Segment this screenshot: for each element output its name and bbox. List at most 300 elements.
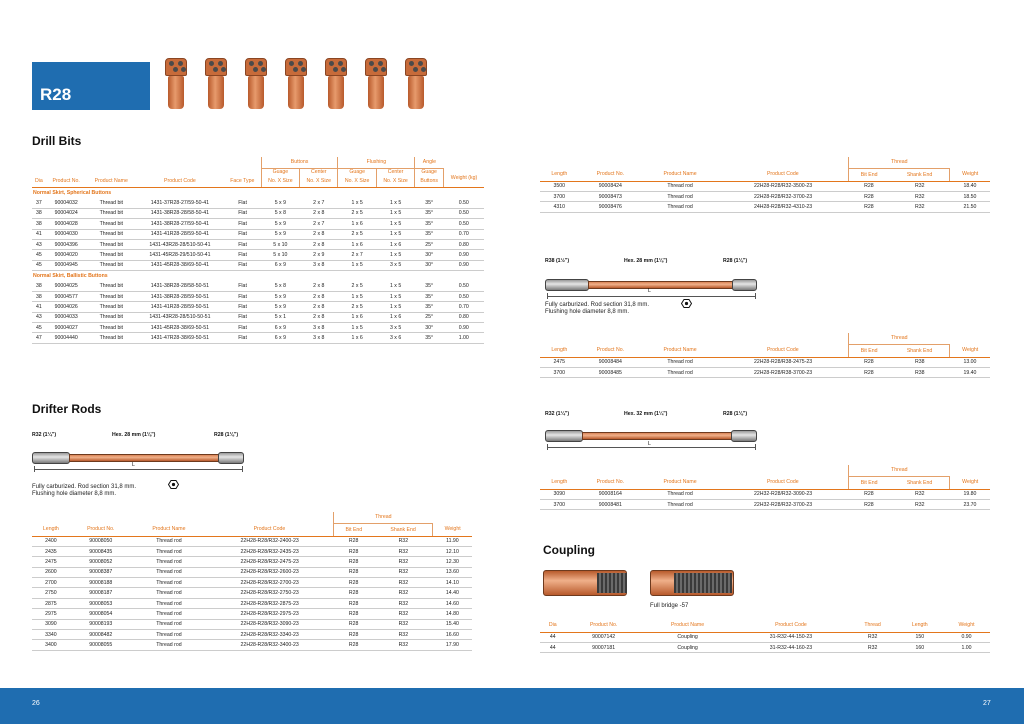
drifter-rod-r38-image — [545, 279, 757, 291]
table-cell: 0.90 — [943, 632, 990, 642]
col-sub: Center — [376, 168, 414, 175]
length-label: L — [648, 288, 651, 294]
table-row — [32, 640, 472, 650]
coupling-heading: Coupling — [543, 543, 595, 557]
drifter-rods-heading: Drifter Rods — [32, 402, 102, 416]
table-cell: 1 x 6 — [376, 239, 414, 249]
col-header: Product Code — [718, 476, 848, 489]
table-cell: 2 x 8 — [300, 302, 338, 312]
table-cell: 90008054 — [70, 609, 132, 619]
table-cell: 5 x 9 — [261, 302, 299, 312]
col-header: Bit End — [848, 168, 890, 181]
table-row — [540, 191, 990, 201]
col-header: Shank End — [890, 344, 950, 357]
table-cell: 1.00 — [943, 642, 990, 652]
table-cell: R32 — [374, 598, 433, 608]
table-cell: 1 x 5 — [376, 219, 414, 229]
table-cell: 90007142 — [565, 632, 641, 642]
table-row — [32, 609, 472, 619]
rod-left-thread-label: R38 (1½") — [545, 258, 570, 264]
table-cell: Flat — [224, 312, 261, 322]
table-cell: 35° — [415, 198, 444, 208]
col-header: Product Name — [642, 168, 718, 181]
table-cell: R38 — [890, 367, 950, 377]
flushing-group-header: Flushing — [338, 157, 415, 168]
table-cell: R28 — [848, 191, 890, 201]
table-cell: 19.80 — [950, 489, 990, 499]
table-section-title: Normal Skirt, Ballistic Buttons — [33, 273, 108, 280]
table-cell: 35° — [415, 291, 444, 301]
table-cell: Flat — [224, 291, 261, 301]
table-cell: 5 x 10 — [261, 239, 299, 249]
rod-note-line: Flushing hole diameter 8,8 mm. — [32, 491, 117, 498]
coupling-full-bridge-image — [650, 570, 734, 596]
col-header: Length — [540, 168, 579, 181]
table-cell: 2 x 8 — [300, 312, 338, 322]
table-cell: 90004024 — [46, 208, 87, 218]
table-cell: 2875 — [32, 598, 70, 608]
table-cell: Thread bit — [87, 291, 136, 301]
rod-note-line: Fully carburized. Rod section 31,8 mm. — [32, 484, 137, 490]
col-header: Product No. — [46, 175, 87, 188]
table-cell: 90008050 — [70, 536, 132, 546]
table-cell: 41 — [32, 302, 46, 312]
table-cell: R32 — [374, 567, 433, 577]
table-cell: 90004033 — [46, 312, 87, 322]
col-sub: Guage — [338, 168, 376, 175]
table-cell: R28 — [848, 202, 890, 212]
table-row — [32, 536, 472, 546]
col-header: Length — [897, 619, 943, 632]
drill-bit-image — [405, 58, 427, 110]
table-cell: R32 — [374, 640, 433, 650]
table-cell: 31-R32-44-150-23 — [733, 632, 848, 642]
col-header: Product Name — [642, 344, 718, 357]
col-header-weight: Weight (kg) — [444, 168, 484, 188]
hex-section-icon — [681, 299, 692, 308]
table-cell: 15.40 — [433, 619, 472, 629]
length-label: L — [648, 441, 651, 447]
table-cell: 2 x 5 — [338, 302, 376, 312]
table-cell: 5 x 9 — [261, 198, 299, 208]
table-cell: Thread rod — [642, 489, 718, 499]
table-cell: Thread bit — [87, 198, 136, 208]
table-cell: Thread rod — [132, 609, 206, 619]
table-cell: 38 — [32, 281, 46, 291]
rod-note — [32, 484, 136, 499]
table-cell: 90004028 — [46, 219, 87, 229]
col-header: Bit End — [848, 344, 890, 357]
table-cell: 22H28-R28/R32-3500-23 — [718, 181, 848, 191]
table-cell: 90004025 — [46, 281, 87, 291]
table-cell: 0.90 — [444, 250, 484, 260]
table-cell: 22H32-R28/R32-3700-23 — [718, 499, 848, 509]
rod-right-thread-label: R28 (1⅛") — [214, 432, 239, 438]
table-cell: 35° — [415, 219, 444, 229]
table-cell: R32 — [374, 557, 433, 567]
table-cell: 1 x 5 — [376, 208, 414, 218]
table-cell: 38 — [32, 219, 46, 229]
table-cell: 1 x 5 — [338, 323, 376, 333]
table-cell: 0.50 — [444, 208, 484, 218]
col-header: Product Code — [206, 523, 333, 536]
table-cell: 2 x 5 — [338, 281, 376, 291]
table-cell: Thread rod — [132, 557, 206, 567]
rod-r38-table — [540, 333, 990, 378]
table-cell: Flat — [224, 208, 261, 218]
thread-group-header: Thread — [848, 333, 950, 344]
table-cell: 1431-45R28-38/69-50-41 — [136, 260, 224, 270]
col-header: Product Name — [87, 175, 136, 188]
table-cell: Flat — [224, 323, 261, 333]
drifter-rod-h32-image — [545, 430, 757, 442]
table-cell: Coupling — [642, 632, 733, 642]
col-header: Product Code — [733, 619, 848, 632]
table-cell: 38 — [32, 291, 46, 301]
table-row — [32, 323, 484, 333]
rod-h32-table — [540, 465, 990, 510]
table-cell: 1 x 5 — [376, 250, 414, 260]
table-cell: Thread rod — [132, 630, 206, 640]
table-cell: 2 x 8 — [300, 239, 338, 249]
table-cell: 22H28-R28/R32-2875-23 — [206, 598, 333, 608]
table-cell: R32 — [374, 619, 433, 629]
table-cell: 22H28-R28/R32-2600-23 — [206, 567, 333, 577]
drill-bit-image — [285, 58, 307, 110]
col-header: Shank End — [890, 168, 950, 181]
table-cell: 2 x 8 — [300, 208, 338, 218]
table-cell: R28 — [333, 578, 374, 588]
table-cell: 3700 — [540, 499, 579, 509]
table-cell: 5 x 9 — [261, 219, 299, 229]
table-cell: Thread rod — [132, 546, 206, 556]
col-header: Dia — [540, 619, 565, 632]
table-cell: 22H28-R28/R38-2475-23 — [718, 357, 848, 367]
table-cell: 90008476 — [579, 202, 642, 212]
table-section-row — [32, 271, 484, 281]
table-cell: 3 x 5 — [376, 323, 414, 333]
table-cell: 2 x 9 — [300, 250, 338, 260]
drill-bit-image — [325, 58, 347, 110]
table-cell: Flat — [224, 229, 261, 239]
table-cell: R28 — [333, 567, 374, 577]
table-cell: 22H28-R28/R32-2475-23 — [206, 557, 333, 567]
table-row — [32, 588, 472, 598]
table-cell: 2435 — [32, 546, 70, 556]
col-header: Product No. — [565, 619, 641, 632]
table-cell: 14.10 — [433, 578, 472, 588]
table-cell: 3500 — [540, 181, 579, 191]
table-cell: 6 x 9 — [261, 260, 299, 270]
rod-right-thread-label: R28 (1⅛") — [723, 258, 748, 264]
table-row — [540, 499, 990, 509]
col-header: No. X Size — [261, 175, 299, 188]
table-cell: 47 — [32, 333, 46, 343]
table-cell: 1 x 6 — [376, 312, 414, 322]
table-cell: 0.80 — [444, 312, 484, 322]
table-cell: 1431-43R28-28/510-50-41 — [136, 239, 224, 249]
table-cell: Thread rod — [132, 536, 206, 546]
table-row — [32, 260, 484, 270]
table-row — [32, 219, 484, 229]
rod-note-line: Fully carburized. Rod section 31,8 mm. — [545, 302, 650, 308]
rod-note — [545, 302, 649, 317]
table-cell: 31-R32-44-160-23 — [733, 642, 848, 652]
hex-section-icon — [168, 480, 179, 489]
table-cell: 4310 — [540, 202, 579, 212]
col-header: Product Name — [642, 619, 733, 632]
rod-hex-label: Hex. 28 mm (1⅛") — [112, 432, 156, 438]
col-header: Thread — [849, 619, 897, 632]
table-cell: 38 — [32, 208, 46, 218]
drifter-rods-table — [32, 512, 472, 651]
table-row — [540, 367, 990, 377]
table-cell: 3 x 6 — [376, 333, 414, 343]
table-cell: R28 — [848, 357, 890, 367]
table-cell: 23.70 — [950, 499, 990, 509]
table-cell: Flat — [224, 239, 261, 249]
table-cell: Thread bit — [87, 302, 136, 312]
table-cell: R32 — [890, 191, 950, 201]
table-row — [540, 632, 990, 642]
table-cell: 1 x 5 — [376, 281, 414, 291]
rod-note-line: Flushing hole diameter 8,8 mm. — [545, 309, 630, 316]
table-cell: 22H28-R28/R32-3700-23 — [718, 191, 848, 201]
table-cell: 25° — [415, 239, 444, 249]
table-cell: R28 — [333, 619, 374, 629]
table-section-title: Normal Skirt, Spherical Buttons — [33, 189, 112, 196]
table-cell: R32 — [890, 181, 950, 191]
table-cell: R32 — [890, 499, 950, 509]
table-row — [540, 489, 990, 499]
table-cell: 2475 — [32, 557, 70, 567]
col-header: Product No. — [579, 168, 642, 181]
table-cell: 17.90 — [433, 640, 472, 650]
table-cell: 5 x 1 — [261, 312, 299, 322]
table-row — [32, 302, 484, 312]
table-cell: 43 — [32, 239, 46, 249]
table-cell: Thread bit — [87, 323, 136, 333]
rod-left-thread-label: R32 (1¼") — [545, 411, 570, 417]
table-cell: 19.40 — [950, 367, 990, 377]
table-cell: 5 x 9 — [261, 229, 299, 239]
table-cell: 1 x 5 — [338, 198, 376, 208]
table-cell: 3090 — [540, 489, 579, 499]
table-cell: 3 x 8 — [300, 333, 338, 343]
table-cell: 0.70 — [444, 229, 484, 239]
table-cell: 0.90 — [444, 260, 484, 270]
col-header: Length — [540, 344, 579, 357]
col-sub: Guage — [261, 168, 299, 175]
section-tab-label: R28 — [40, 85, 72, 104]
col-header: Product Code — [718, 168, 848, 181]
table-cell: 1431-37R28-27/59-50-41 — [136, 198, 224, 208]
table-cell: R32 — [374, 536, 433, 546]
table-cell: Flat — [224, 333, 261, 343]
col-header: Product Name — [132, 523, 206, 536]
table-cell: 1.00 — [444, 333, 484, 343]
coupling-image — [543, 570, 627, 596]
table-row — [32, 578, 472, 588]
table-cell: 43 — [32, 312, 46, 322]
table-cell: 5 x 9 — [261, 291, 299, 301]
table-cell: 24H28-R28/R32-4310-23 — [718, 202, 848, 212]
table-cell: Thread bit — [87, 208, 136, 218]
table-cell: 30° — [415, 260, 444, 270]
table-cell: 90004945 — [46, 260, 87, 270]
table-row — [32, 630, 472, 640]
thread-group-header: Thread — [848, 465, 950, 476]
table-cell: 22H28-R28/R32-2975-23 — [206, 609, 333, 619]
table-cell: R32 — [849, 632, 897, 642]
col-header: Bit End — [848, 476, 890, 489]
table-cell: R28 — [333, 640, 374, 650]
table-cell: 13.60 — [433, 567, 472, 577]
table-cell: R32 — [374, 609, 433, 619]
drill-bit-images — [165, 58, 427, 110]
table-cell: 6 x 9 — [261, 323, 299, 333]
table-cell: Thread bit — [87, 260, 136, 270]
table-cell: 1431-47R28-38/69-50-51 — [136, 333, 224, 343]
col-header: Shank End — [374, 523, 433, 536]
table-cell: 44 — [540, 642, 565, 652]
table-cell: 3400 — [32, 640, 70, 650]
table-cell: Thread rod — [642, 202, 718, 212]
table-cell: Flat — [224, 302, 261, 312]
table-cell: 2 x 7 — [338, 250, 376, 260]
table-cell: R28 — [848, 181, 890, 191]
col-header: Weight — [943, 619, 990, 632]
table-cell: 45 — [32, 250, 46, 260]
table-cell: 1 x 5 — [376, 291, 414, 301]
table-cell: 1431-38R28-28/58-50-51 — [136, 281, 224, 291]
table-cell: 90008481 — [579, 499, 642, 509]
table-cell: R32 — [890, 489, 950, 499]
table-row — [32, 239, 484, 249]
drill-bits-heading: Drill Bits — [32, 134, 82, 148]
table-cell: 22H28-R28/R32-3090-23 — [206, 619, 333, 629]
table-cell: 30° — [415, 250, 444, 260]
table-cell: 1431-41R28-28/59-50-51 — [136, 302, 224, 312]
table-row — [540, 357, 990, 367]
table-cell: 2 x 5 — [338, 208, 376, 218]
coupling-table — [540, 619, 990, 653]
table-row — [32, 198, 484, 208]
table-row — [32, 567, 472, 577]
rod-hex-label: Hex. 28 mm (1⅛") — [624, 258, 668, 264]
table-cell: R32 — [374, 630, 433, 640]
rod-hex-label: Hex. 32 mm (1¼") — [624, 411, 668, 417]
table-cell: 2700 — [32, 578, 70, 588]
table-cell: R28 — [333, 536, 374, 546]
table-row — [32, 333, 484, 343]
table-cell: 2 x 8 — [300, 291, 338, 301]
table-cell: 41 — [32, 229, 46, 239]
table-cell: R28 — [333, 557, 374, 567]
table-cell: 22H28-R28/R32-3400-23 — [206, 640, 333, 650]
length-label: L — [132, 462, 135, 468]
table-row — [540, 181, 990, 191]
table-cell: 2475 — [540, 357, 579, 367]
table-cell: 37 — [32, 198, 46, 208]
table-cell: 3700 — [540, 191, 579, 201]
table-row — [32, 598, 472, 608]
table-cell: 90004030 — [46, 229, 87, 239]
table-cell: 22H28-R28/R32-2700-23 — [206, 578, 333, 588]
table-cell: 1431-38R28-27/59-50-41 — [136, 219, 224, 229]
table-cell: Thread rod — [132, 567, 206, 577]
table-cell: Thread bit — [87, 229, 136, 239]
table-cell: 2 x 7 — [300, 219, 338, 229]
table-cell: 90008484 — [579, 357, 642, 367]
table-cell: Thread bit — [87, 219, 136, 229]
col-header: Face Type — [224, 175, 261, 188]
table-cell: 90008193 — [70, 619, 132, 629]
table-cell: 90008187 — [70, 588, 132, 598]
table-cell: Thread bit — [87, 333, 136, 343]
table-cell: 0.90 — [444, 323, 484, 333]
col-header: Dia — [32, 175, 46, 188]
table-cell: 1 x 5 — [338, 291, 376, 301]
table-cell: 90008164 — [579, 489, 642, 499]
table-cell: 90008052 — [70, 557, 132, 567]
drill-bit-image — [245, 58, 267, 110]
table-cell: 14.60 — [433, 598, 472, 608]
table-cell: 90004396 — [46, 239, 87, 249]
table-cell: Thread bit — [87, 312, 136, 322]
rod-left-thread-label: R32 (1¼") — [32, 432, 57, 438]
table-cell: 90004032 — [46, 198, 87, 208]
table-cell: 22H28-R28/R38-3700-23 — [718, 367, 848, 377]
table-cell: R32 — [849, 642, 897, 652]
table-cell: 90008482 — [70, 630, 132, 640]
table-cell: Thread rod — [132, 598, 206, 608]
table-cell: 18.50 — [950, 191, 990, 201]
table-cell: 16.60 — [433, 630, 472, 640]
table-cell: R28 — [333, 546, 374, 556]
table-cell: 90008424 — [579, 181, 642, 191]
table-cell: 6 x 9 — [261, 333, 299, 343]
table-cell: R38 — [890, 357, 950, 367]
col-header: Product No. — [579, 476, 642, 489]
table-cell: 3 x 5 — [376, 260, 414, 270]
table-cell: R28 — [848, 499, 890, 509]
table-cell: 2975 — [32, 609, 70, 619]
table-cell: 90004440 — [46, 333, 87, 343]
table-cell: 35° — [415, 333, 444, 343]
table-cell: 22H28-R28/R32-2435-23 — [206, 546, 333, 556]
col-header: Product Code — [136, 175, 224, 188]
table-cell: 22H28-R28/R32-2750-23 — [206, 588, 333, 598]
table-cell: Thread rod — [642, 357, 718, 367]
table-cell: Flat — [224, 198, 261, 208]
table-cell: 1 x 6 — [338, 333, 376, 343]
table-cell: 2 x 8 — [300, 281, 338, 291]
drill-bit-image — [165, 58, 187, 110]
table-cell: 25° — [415, 312, 444, 322]
table-cell: 1 x 5 — [376, 229, 414, 239]
col-header: Product Name — [642, 476, 718, 489]
table-cell: 0.50 — [444, 198, 484, 208]
drill-bits-table — [32, 157, 484, 344]
table-cell: Thread bit — [87, 281, 136, 291]
angle-group-header: Angle — [415, 157, 444, 168]
table-cell: 0.80 — [444, 239, 484, 249]
table-cell: R32 — [374, 588, 433, 598]
table-cell: 12.30 — [433, 557, 472, 567]
table-cell: Thread rod — [132, 619, 206, 629]
table-cell: Thread bit — [87, 239, 136, 249]
